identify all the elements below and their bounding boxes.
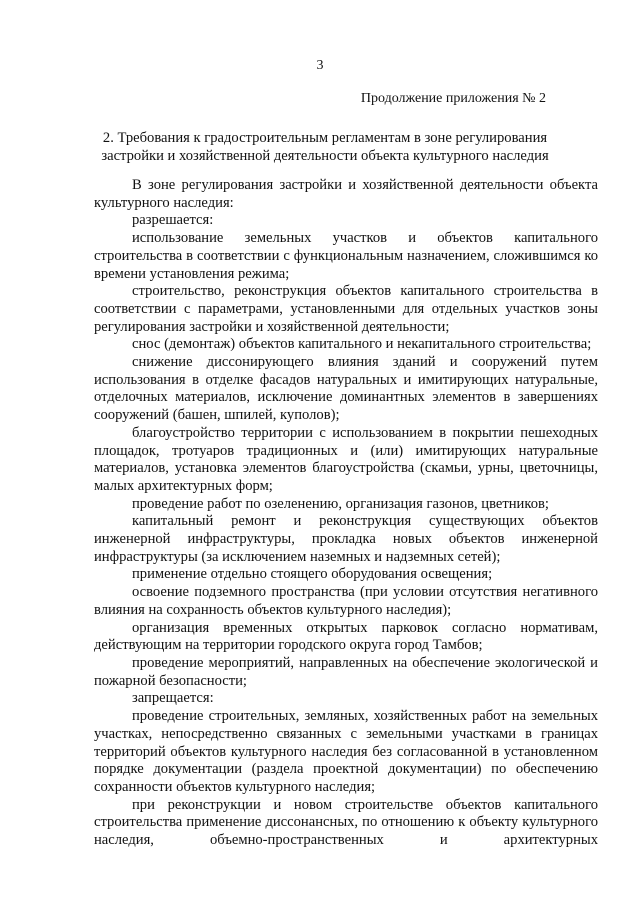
- appendix-label: Продолжение приложения № 2: [360, 91, 546, 106]
- paragraph: снос (демонтаж) объектов капитального и некапитального строительства;: [132, 336, 592, 353]
- paragraph: применение отдельно стоящего оборудования освещения;: [132, 566, 493, 583]
- paragraph: проведение строительных, земляных, хозяйственных работ на земельных участках, непосредственно связанных с земельными участками в границах территорий объектов культурного наследия без согласованной в установленном порядке документации (раздела проектной документации) по обеспечению сохранности объектов культурного наследия;: [94, 708, 598, 795]
- paragraph: при реконструкции и новом строительстве объектов капитального строительства применение диссонансных, по отношению к объекту культурного наследия, объемно-пространственных и архитектурных: [94, 796, 598, 849]
- section-title: 2. Требования к градостроительным регламентам в зоне регулирования застройки и хозяйственной деятельности объекта культурного наследия: [101, 130, 549, 164]
- page-number: 3: [316, 58, 324, 73]
- paragraph: разрешается:: [132, 212, 214, 229]
- paragraph: проведение мероприятий, направленных на обеспечение экологической и пожарной безопасности;: [94, 654, 598, 689]
- paragraph: освоение подземного пространства (при условии отсутствия негативного влияния на сохранность объектов культурного наследия);: [94, 584, 598, 618]
- paragraph: организация временных открытых парковок согласно нормативам, действующим на территории городского округа город Тамбов;: [94, 619, 598, 654]
- paragraph: В зоне регулирования застройки и хозяйственной деятельности объекта культурного наследия:: [94, 177, 598, 211]
- paragraph: использование земельных участков и объектов капитального строительства в соответствии с функциональным назначением, сложившимся ко времени установления режима;: [94, 230, 598, 282]
- paragraph: снижение диссонирующего влияния зданий и сооружений путем использования в отделке фасадов натуральных и имитирующих натуральные, отделочных материалов, исключение доминантных элементов в завершениях сооружений (башен, шпилей, куполов);: [94, 354, 598, 424]
- paragraph: проведение работ по озеленению, организация газонов, цветников;: [132, 495, 549, 512]
- document-body: [94, 177, 598, 850]
- paragraph: запрещается:: [132, 690, 214, 707]
- paragraph: благоустройство территории с использованием в покрытии пешеходных площадок, тротуаров традиционных и (или) имитирующих натуральные материалов, установка элементов благоустройства (скамьи, урны, цветочницы, малых архитектурных форм;: [94, 424, 598, 494]
- paragraph: капитальный ремонт и реконструкция существующих объектов инженерной инфраструктуры, прокладка новых объектов инженерной инфраструктуры (за исключением наземных и надземных сетей);: [94, 513, 598, 565]
- paragraph: строительство, реконструкция объектов капитального строительства в соответствии с параметрами, установленными для отдельных участков зоны регулирования застройки и хозяйственной деятельности;: [94, 283, 598, 335]
